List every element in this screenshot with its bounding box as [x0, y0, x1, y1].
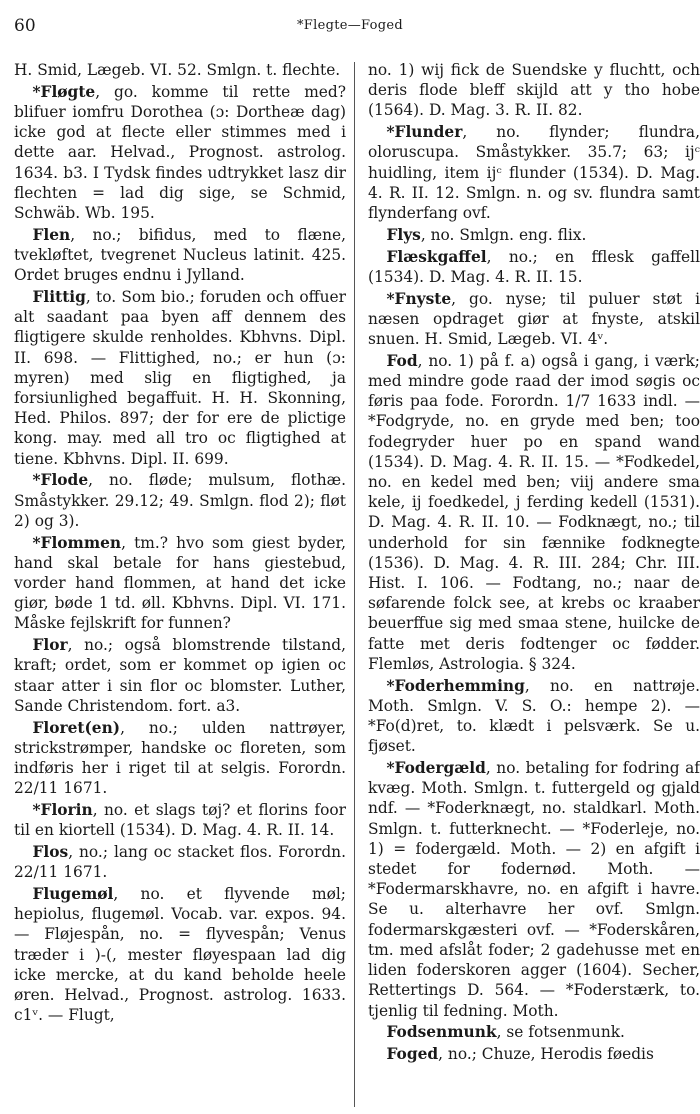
entry-text: , no. en nattrøje. Moth. Smlgn. V. S. O.: hempe 2). — *Fo(d)ret, to. klædt i pelsværk. Se u. fjøset. — [368, 676, 700, 756]
column-divider — [354, 62, 355, 1107]
entry-text: , no.; Chuze, Herodis føedis — [438, 1045, 654, 1064]
dictionary-entry — [14, 884, 346, 1025]
entry-headword: *Flunder — [386, 123, 463, 142]
entry-headword: *Fløgte — [32, 82, 96, 101]
entry-text: , no. betaling for fodring af kvæg. Moth. Smlgn. t. futtergeld og gjald ndf. — *Foderknægt, no. staldkarl. Moth. Smlgn. t. futterknecht. — *Foderleje, no. 1) = fodergæld. Moth. — 2) en afgift i stedet for fodernød. Moth. — *Fodermarskhavre, no. en afgift i havre. Se u. alterhavre her ovf. Smlgn. fodermarskgæsteri ovf. — *Foderskåren, tm. med afslåt foder; 2 gadehusse met en liden foderskoren agger (1604). Secher, Rettertings D. 564. — *Foderstærk, to. tjenlig til fedning. Moth. — [368, 759, 700, 1020]
dictionary-entry — [14, 287, 346, 469]
running-head: *Flegte—Foged — [297, 18, 403, 33]
entry-headword: Flor — [32, 636, 68, 655]
dictionary-entry — [14, 800, 346, 840]
entry-text: , no. 1) på f. a) også i gang, i værk; med mindre gode raad der imod søgis oc føris paa fode. Forordn. 1/7 1633 indl. — *Fodgryde, no. en gryde med ben; too fodegryder huer po en spand wand (1534). D. Mag. 4. R. II. 15. — *Fodkedel, no. en kedel med ben; viij andere sma kele, ij foedkedel, j ferding kedell (1531). D. Mag. 4. R. II. 10. — Fodknægt, no.; til underhold for sin fænnike fodknegte (1536). D. Mag. 4. R. III. 284; Chr. III. Hist. I. 106. — Fodtang, no.; naar de søfarende folck see, at krebs oc kraaber beuerffue sig med smaa stene, huilcke de fatte met deris fodtenger oc fødder. Flemløs, Astrologia. § 324. — [368, 351, 700, 673]
entry-text: , no. fløde; mulsum, flothæ. Småstykker. 29.12; 49. Smlgn. flod 2); fløt 2) og 3). — [14, 471, 346, 530]
left-column — [14, 60, 346, 1027]
entry-text: , go. komme til rette med? blifuer iomfru Dorothea (ɔ: Dortheæ dag) icke god at flecte eller stimmes med i dette aar. Helvad., Prognost. astrolog. 1634. b3. I Tydsk findes udtrykket lasz dir flechten = lad dig sige, se Schmid, Schwäb. Wb. 195. — [14, 82, 346, 223]
right-column — [368, 60, 700, 1066]
entry-headword: Flen — [32, 225, 71, 244]
entry-text: , no.; bifidus, med to flæne, tvekløftet, tvegrenet Nucleus latinit. 425. Ordet bruges endnu i Jylland. — [14, 225, 346, 285]
dictionary-entry — [14, 82, 346, 223]
dictionary-entry — [368, 1044, 700, 1064]
entry-headword: Flittig — [32, 288, 86, 307]
entry-text: H. Smid, Lægeb. VI. 52. Smlgn. t. flechte. — [14, 61, 341, 79]
entry-text: , no.; ulden nattrøyer, strickstrømper, handske oc floreten, som indføris her i riget til at selgis. Forordn. 22/11 1671. — [14, 718, 346, 798]
entry-headword: Flos — [32, 843, 69, 862]
dictionary-entry — [368, 289, 700, 350]
entry-headword: Fod — [386, 351, 418, 370]
dictionary-entry — [368, 758, 700, 1021]
dictionary-entry — [368, 122, 700, 223]
dictionary-entry — [14, 635, 346, 716]
page-number: 60 — [14, 16, 36, 36]
entry-headword: *Foderhemming — [386, 676, 525, 695]
dictionary-entry — [14, 225, 346, 286]
entry-text: no. 1) wij fick de Suendske y fluchtt, och deris flode bleff skijld att y tho hobe (1564). D. Mag. 3. R. II. 82. — [368, 61, 700, 120]
dictionary-entry — [14, 60, 346, 80]
entry-text: , no. flynder; flundra, oloruscupa. Småstykker. 35.7; 63; ijᶜ huidling, item ijᶜ flunder (1534). D. Mag. 4. R. II. 12. Smlgn. n. og sv. flundra samt flynderfang ovf. — [368, 123, 700, 223]
entry-headword: Flugemøl — [32, 885, 114, 904]
entry-headword: *Flommen — [32, 533, 122, 552]
entry-text: , tm.? hvo som giest byder, hand skal betale for hans giestebud, vorder hand flommen, at hand det icke giør, bøde 1 td. øll. Kbhvns. Dipl. VI. 171. Måske fejlskrift for funnen? — [14, 533, 346, 633]
entry-headword: Fodsenmunk — [386, 1023, 497, 1042]
dictionary-entry — [368, 225, 700, 245]
entry-text: , go. nyse; til puluer støt i næsen opdraget giør at fnyste, atskil snuen. H. Smid, Lægeb. VI. 4ᵛ. — [368, 289, 700, 349]
dictionary-entry — [14, 470, 346, 531]
dictionary-entry — [368, 1022, 700, 1042]
dictionary-entry — [14, 842, 346, 882]
dictionary-entry — [368, 351, 700, 674]
entry-headword: *Fodergæld — [386, 759, 486, 778]
dictionary-entry — [368, 247, 700, 287]
dictionary-entry — [14, 533, 346, 634]
dictionary-entry — [368, 60, 700, 121]
entry-text: , no.; en fflesk gaffell (1534). D. Mag. 4. R. II. 15. — [368, 247, 700, 286]
entry-headword: Flys — [386, 225, 421, 244]
entry-headword: *Flode — [32, 471, 89, 490]
entry-headword: Flæskgaffel — [386, 247, 487, 266]
entry-text: , no. Smlgn. eng. flix. — [420, 225, 587, 244]
entry-text: , se fotsenmunk. — [496, 1023, 625, 1042]
dictionary-entry — [368, 676, 700, 757]
entry-headword: Floret(en) — [32, 718, 121, 737]
entry-text: , no. et flyvende møl; hepiolus, flugemøl. Vocab. var. expos. 94. — Fløjespån, no. = flyvespån; Venus træder i )-(, mester fløyespaan lad dig icke mercke, at du kand beholde heele øren. Helvad., Prognost. astrolog. 1633. c1ᵛ. — Flugt, — [14, 885, 346, 1025]
entry-text: , to. Som bio.; foruden och offuer alt saadant paa byen aff dennem des fligtigere skulde renholdes. Kbhvns. Dipl. II. 698. — Flittighed, no.; er hun (ɔ: myren) med slig en fligtighed, ja forsiunlighed begaffuit. H. H. Skonning, Hed. Philos. 897; der for ere de plictige kong. may. med all tro oc fligtighed at tiene. Kbhvns. Dipl. II. 699. — [14, 288, 346, 468]
entry-headword: *Fnyste — [386, 289, 452, 308]
entry-text: , no.; også blomstrende tilstand, kraft; ordet, som er kommet op igien oc staar atter i sin flor oc blomster. Luther, Sande Christendom. fort. a3. — [14, 636, 346, 715]
entry-text: , no.; lang oc stacket flos. Forordn. 22/11 1671. — [14, 843, 346, 882]
entry-headword: Foged — [386, 1045, 439, 1064]
entry-text: , no. et slags tøj? et florins foor til en kiortell (1534). D. Mag. 4. R. II. 14. — [14, 801, 346, 840]
dictionary-entry — [14, 718, 346, 799]
entry-headword: *Florin — [32, 801, 93, 820]
